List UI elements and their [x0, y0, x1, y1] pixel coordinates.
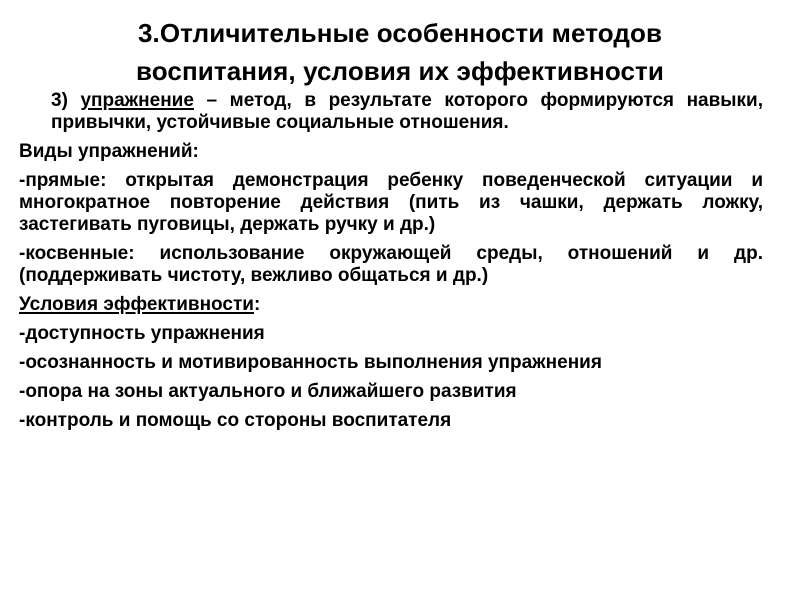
- condition-item: -доступность упражнения: [19, 323, 265, 344]
- definition-text: – метод, в результате которого формируются навыки, привычки, устойчивые социальные отношения.: [51, 90, 763, 133]
- conditions-heading-text: Условия эффективности: [19, 294, 254, 315]
- type-text: использование окружающей среды, отношений и др. (поддерживать чистоту, вежливо общаться и др.): [19, 243, 763, 286]
- type-text: открытая демонстрация ребенку поведенческой ситуации и многократное повторение действия (пить из чашки, держать ложку, застегивать пуговицы, держать ручку и др.): [19, 170, 763, 235]
- type-label: -прямые:: [19, 170, 107, 191]
- title-line-2: воспитания, условия их эффективности: [136, 56, 664, 86]
- types-heading: Виды упражнений:: [19, 141, 199, 162]
- title-line-1: 3.Отличительные особенности методов: [137, 18, 663, 48]
- slide-title: [40, 14, 760, 90]
- slide-body: [19, 90, 763, 439]
- condition-item: -осознанность и мотивированность выполнения упражнения: [19, 352, 602, 373]
- type-item-indirect: [19, 243, 763, 287]
- condition-item: -опора на зоны актуального и ближайшего развития: [19, 381, 517, 402]
- conditions-heading: [19, 294, 763, 316]
- definition-number: 3): [51, 90, 81, 111]
- conditions-heading-colon: :: [253, 294, 261, 315]
- definition-term: упражнение: [80, 90, 194, 111]
- type-label: -косвенные:: [19, 243, 135, 264]
- condition-item: -контроль и помощь со стороны воспитателя: [19, 410, 452, 431]
- definition-paragraph: [19, 90, 763, 134]
- type-item-direct: [19, 170, 763, 236]
